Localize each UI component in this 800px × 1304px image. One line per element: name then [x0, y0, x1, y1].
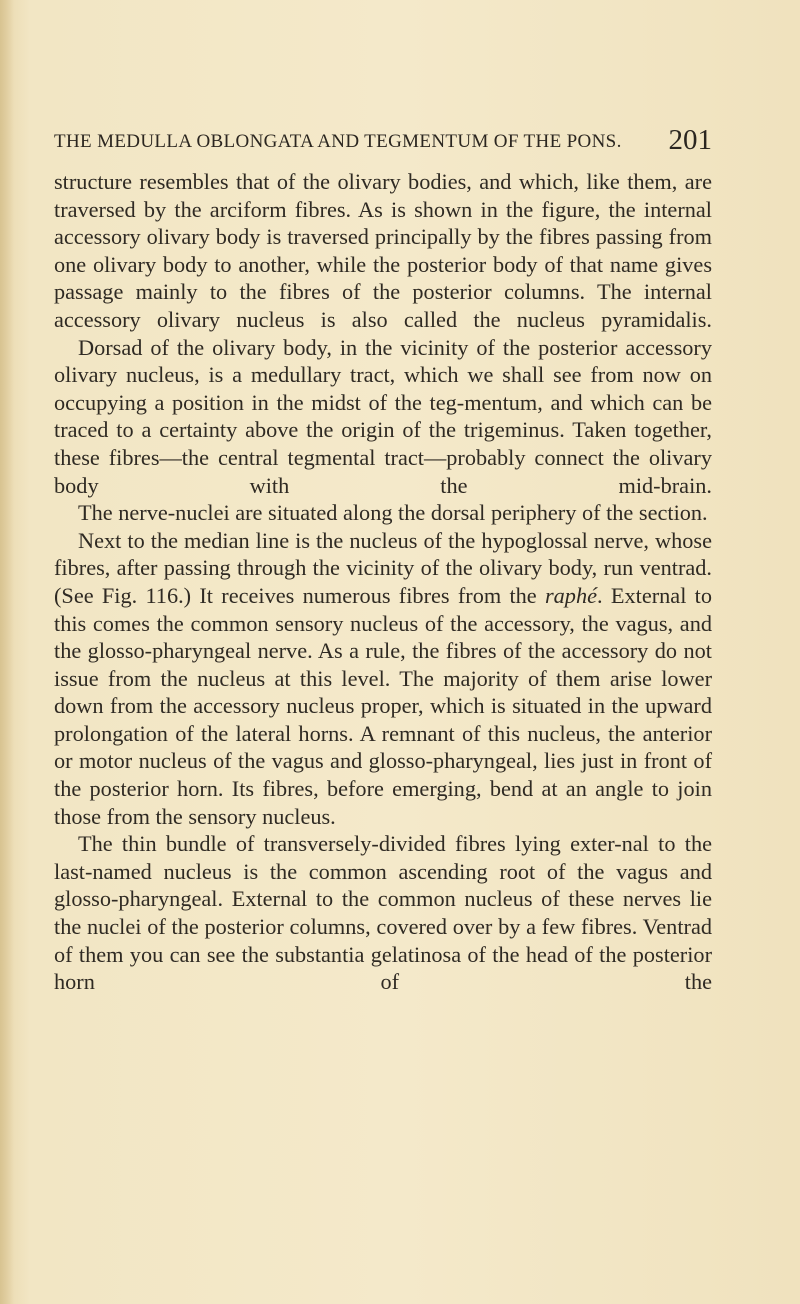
paragraph-2: [54, 334, 712, 500]
running-title: THE MEDULLA OBLONGATA AND TEGMENTUM OF THE PONS.: [54, 131, 622, 152]
paragraph-1: [54, 168, 712, 334]
body-text: [54, 168, 712, 996]
paragraph-3: [54, 499, 712, 527]
page-number: 201: [668, 124, 712, 156]
paragraph-5-text: The thin bundle of transversely-divided fibres lying exter-nal to the last-named nucleus is the common ascending root of the vagus and glosso-pharyngeal. External to the common nucleus of these nerves lie the nuclei of the posterior columns, covered over by a few fibres. Ventrad of them you can see the substantia gelatinosa of the head of the posterior horn of the: [54, 831, 712, 995]
italic-raphe: raphé: [544, 582, 598, 608]
paragraph-3-text: The nerve-nuclei are situated along the dorsal periphery of the section.: [78, 500, 708, 526]
paragraph-4: [54, 527, 712, 831]
page-edge-shadow: [0, 0, 14, 1304]
paragraph-2-text: Dorsad of the olivary body, in the vicinity of the posterior accessory olivary nucleus, is a medullary tract, which we shall see from now on occupying a position in the midst of the teg-mentum, and which can be traced to a certainty above the origin of the trigeminus. Taken together, these fibres—the central tegmental tract—probably connect the olivary body with the mid-brain.: [54, 334, 712, 498]
running-header: [54, 124, 712, 158]
paragraph-5: [54, 830, 712, 996]
paragraph-4-text-before: Next to the median line is the nucleus of the hypoglossal nerve, whose fibres, after passing through the vicinity of the olivary body, run ventrad. (See Fig. 116.) It receives numerous fibres from the: [54, 527, 712, 608]
paragraph-4-text-after: . External to this comes the common sensory nucleus of the accessory, the vagus, and the glosso-pharyngeal nerve. As a rule, the fibres of the accessory do not issue from the nucleus at this level. The majority of them arise lower down from the accessory nucleus proper, which is situated in the upward prolongation of the lateral horns. A remnant of this nucleus, the anterior or motor nucleus of the vagus and glosso-pharyngeal, lies just in front of the posterior horn. Its fibres, before emerging, bend at an angle to join those from the sensory nucleus.: [54, 582, 713, 829]
paragraph-1-text: structure resembles that of the olivary bodies, and which, like them, are traversed by the arciform fibres. As is shown in the figure, the internal accessory olivary body is traversed principally by the fibres passing from one olivary body to another, while the posterior body of that name gives passage mainly to the fibres of the posterior columns. The internal accessory olivary nucleus is also called the nucleus pyramidalis.: [54, 169, 712, 332]
